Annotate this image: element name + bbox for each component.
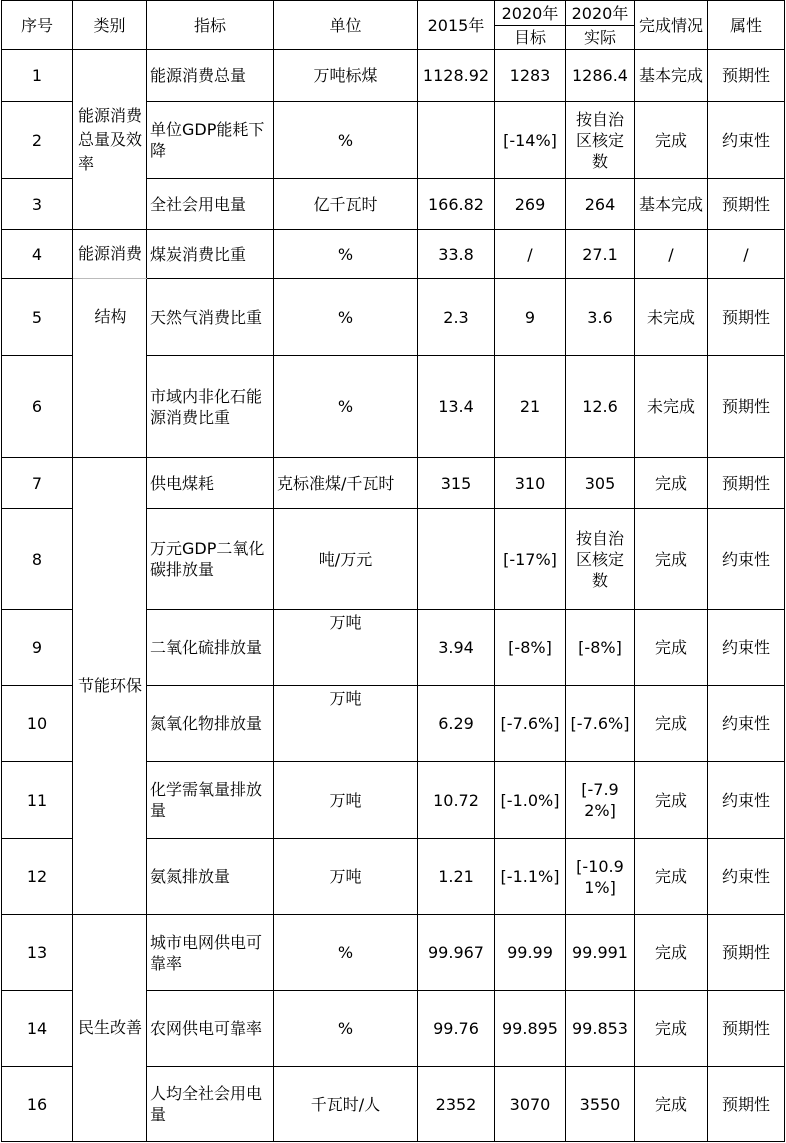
cell-target: [-17%] bbox=[495, 509, 566, 610]
header-2020-actual-label: 实际 bbox=[583, 27, 616, 47]
cell-unit: % bbox=[274, 102, 418, 179]
cell-2015: 13.4 bbox=[418, 356, 495, 458]
cell-2015: 3.94 bbox=[418, 610, 495, 686]
cell-target: / bbox=[495, 230, 566, 279]
cell-actual: 264 bbox=[566, 179, 635, 230]
cell-actual: [-8%] bbox=[566, 610, 635, 686]
cell-actual: 3550 bbox=[566, 1067, 635, 1142]
category-energy-structure-b: 结构 bbox=[73, 279, 147, 356]
cell-2015: 2.3 bbox=[418, 279, 495, 356]
header-unit: 单位 bbox=[274, 1, 418, 50]
cell-indicator: 人均全社会用电量 bbox=[147, 1067, 274, 1142]
cell-indicator: 供电煤耗 bbox=[147, 458, 274, 509]
header-attribute: 属性 bbox=[708, 1, 785, 50]
cell-2015: 315 bbox=[418, 458, 495, 509]
header-no: 序号 bbox=[2, 1, 73, 50]
table-row bbox=[2, 915, 785, 991]
table-row bbox=[2, 279, 785, 356]
cell-status: 完成 bbox=[635, 991, 708, 1067]
cell-indicator: 天然气消费比重 bbox=[147, 279, 274, 356]
cell-target: [-1.1%] bbox=[495, 839, 566, 915]
cell-actual: 12.6 bbox=[566, 356, 635, 458]
category-energy-total: 能源消费总量及效率 bbox=[73, 50, 147, 230]
cell-no: 16 bbox=[2, 1067, 73, 1142]
cell-actual: 27.1 bbox=[566, 230, 635, 279]
cell-2015: 1.21 bbox=[418, 839, 495, 915]
cell-actual: [-7.92%] bbox=[566, 762, 635, 839]
cell-attribute: 预期性 bbox=[708, 991, 785, 1067]
header-status: 完成情况 bbox=[635, 1, 708, 50]
cell-no: 13 bbox=[2, 915, 73, 991]
cell-no: 1 bbox=[2, 50, 73, 102]
cell-status: 完成 bbox=[635, 915, 708, 991]
cell-attribute: 预期性 bbox=[708, 915, 785, 991]
cell-attribute: 约束性 bbox=[708, 839, 785, 915]
cell-2015: 6.29 bbox=[418, 686, 495, 762]
header-category: 类别 bbox=[73, 1, 147, 50]
cell-no: 4 bbox=[2, 230, 73, 279]
table-row bbox=[2, 356, 785, 458]
cell-indicator: 化学需氧量排放量 bbox=[147, 762, 274, 839]
cell-attribute: 预期性 bbox=[708, 1067, 785, 1142]
cell-attribute: / bbox=[708, 230, 785, 279]
category-energy-structure-blank bbox=[73, 356, 147, 458]
cell-2015: 99.76 bbox=[418, 991, 495, 1067]
cell-2015: 1128.92 bbox=[418, 50, 495, 102]
cell-unit: 克标准煤/千瓦时 bbox=[274, 458, 418, 509]
cell-no: 10 bbox=[2, 686, 73, 762]
cell-status: 基本完成 bbox=[635, 50, 708, 102]
cell-2015: 2352 bbox=[418, 1067, 495, 1142]
cell-unit: 吨/万元 bbox=[274, 509, 418, 610]
cell-target: [-7.6%] bbox=[495, 686, 566, 762]
cell-unit: 万吨 bbox=[274, 686, 418, 762]
header-row bbox=[2, 1, 785, 50]
category-livelihood: 民生改善 bbox=[73, 915, 147, 1142]
cell-no: 9 bbox=[2, 610, 73, 686]
cell-attribute: 约束性 bbox=[708, 610, 785, 686]
cell-unit: 亿千瓦时 bbox=[274, 179, 418, 230]
cell-indicator: 氨氮排放量 bbox=[147, 839, 274, 915]
table-row bbox=[2, 230, 785, 279]
cell-status: 完成 bbox=[635, 102, 708, 179]
cell-target: [-14%] bbox=[495, 102, 566, 179]
cell-target: [-1.0%] bbox=[495, 762, 566, 839]
cell-status: 完成 bbox=[635, 610, 708, 686]
cell-target: 21 bbox=[495, 356, 566, 458]
cell-attribute: 预期性 bbox=[708, 50, 785, 102]
cell-indicator: 万元GDP二氧化碳排放量 bbox=[147, 509, 274, 610]
header-2020-target bbox=[495, 1, 566, 50]
cell-indicator: 单位GDP能耗下降 bbox=[147, 102, 274, 179]
cell-target: 1283 bbox=[495, 50, 566, 102]
cell-actual: 按自治区核定数 bbox=[566, 102, 635, 179]
header-2020-actual-year: 2020年 bbox=[566, 2, 634, 26]
cell-actual: 3.6 bbox=[566, 279, 635, 356]
cell-no: 14 bbox=[2, 991, 73, 1067]
cell-unit: 万吨 bbox=[274, 762, 418, 839]
cell-status: 完成 bbox=[635, 839, 708, 915]
cell-status: 基本完成 bbox=[635, 179, 708, 230]
cell-unit: 万吨标煤 bbox=[274, 50, 418, 102]
cell-no: 8 bbox=[2, 509, 73, 610]
cell-actual: [-10.91%] bbox=[566, 839, 635, 915]
cell-indicator: 农网供电可靠率 bbox=[147, 991, 274, 1067]
cell-status: 未完成 bbox=[635, 356, 708, 458]
cell-2015: 10.72 bbox=[418, 762, 495, 839]
cell-target: 310 bbox=[495, 458, 566, 509]
header-2015: 2015年 bbox=[418, 1, 495, 50]
cell-status: 完成 bbox=[635, 686, 708, 762]
header-2020-target-year: 2020年 bbox=[495, 2, 565, 26]
cell-indicator: 全社会用电量 bbox=[147, 179, 274, 230]
cell-attribute: 预期性 bbox=[708, 279, 785, 356]
cell-target: 99.99 bbox=[495, 915, 566, 991]
cell-no: 2 bbox=[2, 102, 73, 179]
cell-unit: % bbox=[274, 356, 418, 458]
cell-actual: 99.991 bbox=[566, 915, 635, 991]
cell-2015: 33.8 bbox=[418, 230, 495, 279]
cell-no: 6 bbox=[2, 356, 73, 458]
cell-indicator: 煤炭消费比重 bbox=[147, 230, 274, 279]
table-row bbox=[2, 50, 785, 102]
cell-status: 完成 bbox=[635, 509, 708, 610]
cell-actual: 按自治区核定数 bbox=[566, 509, 635, 610]
cell-no: 5 bbox=[2, 279, 73, 356]
cell-status: 未完成 bbox=[635, 279, 708, 356]
cell-status: 完成 bbox=[635, 1067, 708, 1142]
cell-unit: 万吨 bbox=[274, 610, 418, 686]
cell-attribute: 约束性 bbox=[708, 762, 785, 839]
cell-attribute: 预期性 bbox=[708, 356, 785, 458]
cell-attribute: 预期性 bbox=[708, 458, 785, 509]
cell-actual: 305 bbox=[566, 458, 635, 509]
cell-2015 bbox=[418, 102, 495, 179]
cell-unit: % bbox=[274, 230, 418, 279]
cell-indicator: 城市电网供电可靠率 bbox=[147, 915, 274, 991]
cell-attribute: 预期性 bbox=[708, 179, 785, 230]
cell-unit: % bbox=[274, 915, 418, 991]
cell-actual: [-7.6%] bbox=[566, 686, 635, 762]
cell-attribute: 约束性 bbox=[708, 102, 785, 179]
cell-attribute: 约束性 bbox=[708, 686, 785, 762]
cell-status: / bbox=[635, 230, 708, 279]
cell-indicator: 二氧化硫排放量 bbox=[147, 610, 274, 686]
category-energy-structure-a: 能源消费 bbox=[73, 230, 147, 279]
table-row bbox=[2, 458, 785, 509]
cell-unit: % bbox=[274, 991, 418, 1067]
header-2020-actual bbox=[566, 1, 635, 50]
cell-2015: 166.82 bbox=[418, 179, 495, 230]
cell-2015: 99.967 bbox=[418, 915, 495, 991]
cell-indicator: 氮氧化物排放量 bbox=[147, 686, 274, 762]
cell-no: 12 bbox=[2, 839, 73, 915]
header-2020-target-label: 目标 bbox=[513, 27, 546, 47]
cell-2015 bbox=[418, 509, 495, 610]
cell-target: 269 bbox=[495, 179, 566, 230]
cell-actual: 99.853 bbox=[566, 991, 635, 1067]
cell-no: 3 bbox=[2, 179, 73, 230]
cell-target: 99.895 bbox=[495, 991, 566, 1067]
cell-no: 7 bbox=[2, 458, 73, 509]
category-energy-saving: 节能环保 bbox=[73, 458, 147, 915]
cell-no: 11 bbox=[2, 762, 73, 839]
cell-status: 完成 bbox=[635, 458, 708, 509]
cell-unit: 万吨 bbox=[274, 839, 418, 915]
header-indicator: 指标 bbox=[147, 1, 274, 50]
cell-status: 完成 bbox=[635, 762, 708, 839]
cell-unit: 千瓦时/人 bbox=[274, 1067, 418, 1142]
indicator-table bbox=[1, 0, 785, 1142]
cell-target: [-8%] bbox=[495, 610, 566, 686]
cell-target: 9 bbox=[495, 279, 566, 356]
cell-unit: % bbox=[274, 279, 418, 356]
cell-target: 3070 bbox=[495, 1067, 566, 1142]
cell-actual: 1286.4 bbox=[566, 50, 635, 102]
cell-attribute: 约束性 bbox=[708, 509, 785, 610]
cell-indicator: 能源消费总量 bbox=[147, 50, 274, 102]
cell-indicator: 市域内非化石能源消费比重 bbox=[147, 356, 274, 458]
